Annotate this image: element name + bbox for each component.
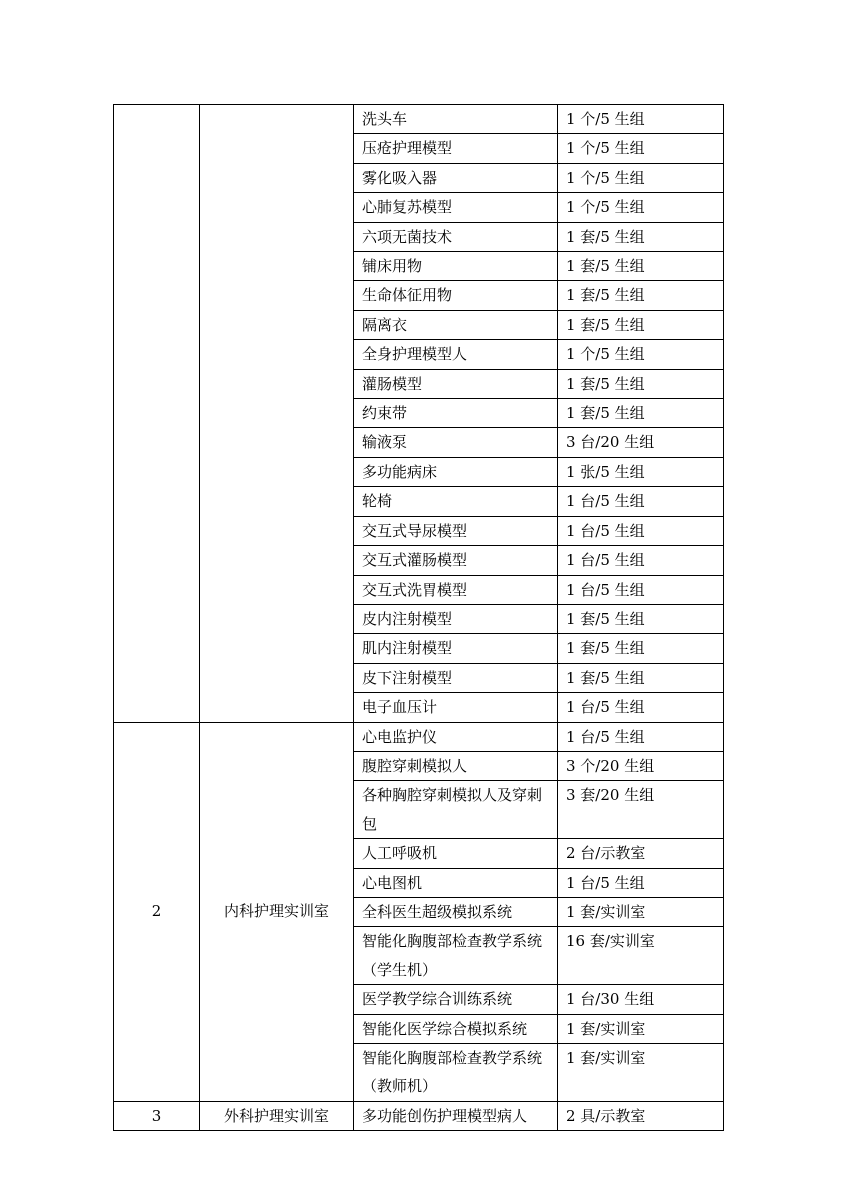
equipment-name-cell: 生命体征用物 [354,281,558,310]
equipment-quantity-cell: 1 个/5 生组 [558,105,724,134]
equipment-quantity-cell: 3 个/20 生组 [558,751,724,780]
equipment-name-cell: 电子血压计 [354,693,558,722]
equipment-name-cell: 灌肠模型 [354,369,558,398]
equipment-quantity-cell: 1 套/5 生组 [558,252,724,281]
equipment-name-cell: 心肺复苏模型 [354,193,558,222]
equipment-name-cell: 交互式洗胃模型 [354,575,558,604]
equipment-quantity-cell: 1 个/5 生组 [558,163,724,192]
equipment-quantity-cell: 1 张/5 生组 [558,457,724,486]
equipment-name-cell: 轮椅 [354,487,558,516]
equipment-name-cell: 智能化胸腹部检查教学系统（教师机） [354,1044,558,1102]
row-number-cell: 3 [114,1101,200,1130]
training-room-cell: 内科护理实训室 [200,722,354,1101]
training-room-cell [200,105,354,723]
equipment-quantity-cell: 1 套/5 生组 [558,663,724,692]
equipment-quantity-cell: 1 套/5 生组 [558,281,724,310]
equipment-table [113,104,724,1131]
training-room-cell: 外科护理实训室 [200,1101,354,1130]
equipment-name-cell: 雾化吸入器 [354,163,558,192]
equipment-quantity-cell: 1 个/5 生组 [558,193,724,222]
equipment-name-cell: 心电图机 [354,868,558,897]
row-number-cell: 2 [114,722,200,1101]
equipment-name-cell: 多功能创伤护理模型病人 [354,1101,558,1130]
equipment-name-cell: 皮下注射模型 [354,663,558,692]
equipment-quantity-cell: 1 套/5 生组 [558,604,724,633]
equipment-table-body [114,105,724,1131]
equipment-name-cell: 洗头车 [354,105,558,134]
equipment-quantity-cell: 1 套/5 生组 [558,310,724,339]
equipment-quantity-cell: 1 套/5 生组 [558,634,724,663]
equipment-quantity-cell: 1 套/实训室 [558,897,724,926]
equipment-name-cell: 铺床用物 [354,252,558,281]
equipment-quantity-cell: 1 台/5 生组 [558,575,724,604]
row-number-cell [114,105,200,723]
equipment-quantity-cell: 1 台/5 生组 [558,516,724,545]
table-row [114,1101,724,1130]
equipment-name-cell: 各种胸腔穿刺模拟人及穿刺包 [354,781,558,839]
equipment-quantity-cell: 1 台/30 生组 [558,985,724,1014]
equipment-quantity-cell: 1 台/5 生组 [558,722,724,751]
equipment-quantity-cell: 1 台/5 生组 [558,546,724,575]
equipment-quantity-cell: 1 台/5 生组 [558,693,724,722]
equipment-name-cell: 隔离衣 [354,310,558,339]
equipment-quantity-cell: 1 套/5 生组 [558,222,724,251]
equipment-name-cell: 输液泵 [354,428,558,457]
equipment-quantity-cell: 1 个/5 生组 [558,340,724,369]
equipment-name-cell: 智能化胸腹部检查教学系统（学生机） [354,927,558,985]
equipment-quantity-cell: 2 具/示教室 [558,1101,724,1130]
equipment-name-cell: 全科医生超级模拟系统 [354,897,558,926]
equipment-name-cell: 约束带 [354,399,558,428]
equipment-quantity-cell: 2 台/示教室 [558,839,724,868]
equipment-name-cell: 腹腔穿刺模拟人 [354,751,558,780]
equipment-name-cell: 心电监护仪 [354,722,558,751]
table-row [114,105,724,134]
equipment-quantity-cell: 1 台/5 生组 [558,487,724,516]
equipment-quantity-cell: 1 台/5 生组 [558,868,724,897]
equipment-name-cell: 医学教学综合训练系统 [354,985,558,1014]
equipment-quantity-cell: 1 套/5 生组 [558,399,724,428]
equipment-name-cell: 压疮护理模型 [354,134,558,163]
table-row [114,722,724,751]
equipment-name-cell: 交互式导尿模型 [354,516,558,545]
equipment-name-cell: 多功能病床 [354,457,558,486]
equipment-quantity-cell: 1 套/实训室 [558,1014,724,1043]
equipment-quantity-cell: 1 套/5 生组 [558,369,724,398]
equipment-name-cell: 皮内注射模型 [354,604,558,633]
equipment-quantity-cell: 1 套/实训室 [558,1044,724,1102]
equipment-quantity-cell: 16 套/实训室 [558,927,724,985]
equipment-name-cell: 六项无菌技术 [354,222,558,251]
equipment-quantity-cell: 1 个/5 生组 [558,134,724,163]
equipment-name-cell: 人工呼吸机 [354,839,558,868]
equipment-name-cell: 智能化医学综合模拟系统 [354,1014,558,1043]
equipment-quantity-cell: 3 台/20 生组 [558,428,724,457]
equipment-quantity-cell: 3 套/20 生组 [558,781,724,839]
equipment-name-cell: 交互式灌肠模型 [354,546,558,575]
equipment-name-cell: 全身护理模型人 [354,340,558,369]
equipment-name-cell: 肌内注射模型 [354,634,558,663]
